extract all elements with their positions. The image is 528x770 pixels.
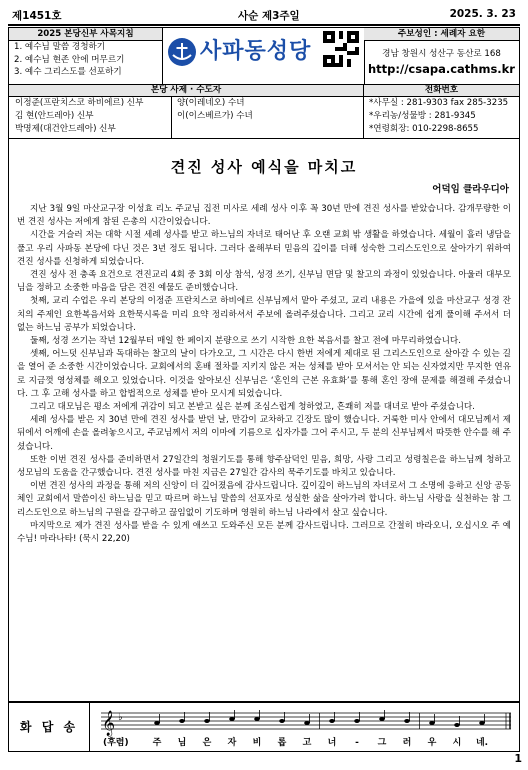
priest-name: 김 현(안드레아) 신부: [15, 111, 94, 121]
note-head: [429, 721, 435, 725]
guideline-item: 2. 예수님 현존 안에 머무르기: [14, 54, 125, 65]
parish-emblem-icon: [168, 38, 196, 66]
note-head: [204, 719, 210, 723]
article-paragraph: 시간을 거슬러 저는 대학 시절 세례 성사를 받고 하느님의 자녀로 태어난 후 오랜 교회 밖 생활을 하였습니다. 세월이 흘러 냉담을 풀고 우리 사파동 본당에 다닌 것은 3년 정도 됩니다. 그러다 올해부터 믿음의 깊이를 더해 성숙한 그리스도인으로 살아가기 위하여 견진 성사를 신청하게 되었습니다.: [17, 230, 511, 267]
sisters-list: [177, 97, 253, 123]
note-head: [404, 719, 410, 723]
qr-code-icon: [323, 31, 359, 67]
note-head: [304, 721, 310, 725]
phone-list: [369, 97, 508, 136]
patron-saint: 주보성인 : 세례자 요한: [364, 28, 519, 41]
article-body: [17, 203, 511, 546]
issue-number: 제1451호: [12, 10, 62, 22]
lyric-syllable: 주: [152, 738, 162, 748]
page-number: 1: [514, 752, 522, 765]
note-head: [454, 723, 460, 727]
top-divider: [8, 24, 520, 26]
guideline-item: 1. 예수님 말씀 경청하기: [14, 42, 106, 52]
priest-name: 이정준(프란치스코 하비에르) 신부: [15, 98, 144, 108]
note-head: [229, 717, 235, 721]
lyric-syllable: 러: [402, 738, 412, 748]
guideline-item: 3. 예수 그리스도를 선포하기: [14, 67, 122, 77]
lyric-syllable: -: [355, 738, 359, 748]
article-paragraph: 세례 성사를 받은 지 30년 만에 견진 성사를 받던 날, 만감이 교차하고 긴장도 많이 했습니다. 거룩한 미사 안에서 대모님께서 제 뒤에서 어깨에 손을 올려놓으시고, 주교님께서 저의 이마에 기름으로 십자가를 그어 주시고, 두 분의 신부님께서 따뜻한 안수를 해 주셨습니다.: [17, 415, 511, 452]
article-paragraph: 또한 이번 견진 성사를 준비하면서 27일간의 청원기도를 통해 향주삼덕인 믿음, 희망, 사랑 그리고 성령칠은을 하느님께 청하고 성모님의 도움을 간구했습니다. 견진 성사를 마친 지금은 27일간 감사의 묵주기도를 바치고 있습니다.: [17, 454, 511, 479]
lyric-syllable: 은: [202, 738, 212, 748]
article-paragraph: 견진 성사 전 충족 요건으로 견진교리 4회 중 3회 이상 참석, 성경 쓰기, 신부님 면담 및 찰고의 과정이 있었습니다. 아울러 대부모님을 정하고 소중한 마음을 담은 견진 예물도 준비했습니다.: [17, 270, 511, 294]
liturgical-sunday: 사순 제3주일: [238, 10, 300, 22]
note-head: [354, 719, 360, 723]
top-bar: [8, 8, 520, 24]
note-head: [179, 719, 185, 723]
lyric-syllable: 비: [252, 738, 262, 748]
parish-website-link[interactable]: http://csapa.cathms.kr: [368, 62, 515, 76]
responsorial-psalm: [8, 702, 520, 752]
phone-number: *사무실 : 281-9303 fax 285-3235: [369, 98, 509, 108]
psalm-label: 화 답 송: [9, 703, 90, 751]
lyric-syllable: 자: [227, 738, 237, 748]
phone-number: *연령회장: 010-2298-8655: [369, 124, 479, 134]
refrain-label: (후렴): [103, 738, 129, 748]
lyric-syllable: 네.: [475, 738, 489, 748]
sister-name: 양(이레네오) 수녀: [177, 98, 245, 108]
treble-clef-icon: 𝄞: [102, 711, 116, 736]
music-score: [101, 709, 511, 749]
note-head: [479, 721, 485, 725]
article: [8, 139, 520, 702]
article-paragraph: 지난 3월 9일 마산교구장 이성효 리노 주교님 집전 미사로 세례 성사 이후 꼭 30년 만에 견진 성사를 받았습니다. 감개무량한 이번 견진 성사는 저에게 참된 은총의 시간이었습니다.: [17, 204, 511, 228]
article-paragraph: 그리고 대모님은 평소 저에게 귀감이 되고 본받고 싶은 분께 조심스럽게 청하였고, 흔쾌히 저를 대녀로 받아 주셨습니다.: [30, 402, 475, 413]
note-head: [254, 717, 260, 721]
lyric-syllable: 그: [377, 738, 387, 748]
parish-address: 경남 창원시 성산구 동산로 168: [382, 49, 501, 59]
lyric-syllable: 너: [327, 738, 337, 748]
phone-header: 전화번호: [364, 85, 519, 97]
parish-contact: [364, 28, 519, 84]
note-head: [329, 719, 335, 723]
article-title: 견진 성사 예식을 마치고: [170, 158, 358, 176]
issue-date: 2025. 3. 23: [449, 8, 516, 20]
pastoral-guidelines: [9, 28, 163, 84]
article-paragraph: 이번 견진 성사의 과정을 통해 저의 신앙이 더 깊어졌음에 감사드립니다. 깊이깊이 하느님의 자녀로서 그 소명에 응하고 신앙 공동체인 교회에서 말씀이신 하느님을 믿고 따르며 하느님 말씀의 선포자로 성실한 삶을 살아가려 합니다. 하느님 사랑을 실천하는 참 그리스도인으로 하느님의 구원을 갈구하고 끊임없이 기도하며 영원히 하느님 나라에서 살고 싶습니다.: [17, 481, 511, 518]
article-author: 어덕임 클라우디아: [432, 184, 509, 195]
article-paragraph: 마지막으로 제가 견진 성사를 받을 수 있게 애쓰고 도와주신 모든 분께 감사드립니다. 그러므로 간절히 바라오니, 오십시오 주 예수님! 마라나타! (묵시 22,20): [17, 520, 511, 545]
article-paragraph: 셋째, 어느덧 신부님과 독대하는 찰고의 날이 다가오고, 그 시간은 다시 한번 저에게 제대로 된 그리스도인으로 살아갈 수 있는 길을 열어 준 소중한 시간이었습니다. 교회에서의 혼배 절차를 지키지 않은 저는 성체를 받아 모셔서는 안 되는 신자였지만 무지한 연유로 지금껏 영성체를 해오고 있었습니다. 이것을 알아보신 신부님은 ‘혼인의 근본 유효화’를 통해 혼인 장애 문제를 해결해 주셨습니다. 그 후 고해 성사를 하고 합법적으로 성체를 받아 모시게 되었습니다.: [17, 349, 511, 399]
staff-header: 본당 사제 · 수도자: [9, 85, 363, 97]
flat-key-signature-icon: ♭: [118, 712, 123, 723]
sister-name: 이(이스베르가) 수녀: [177, 111, 253, 121]
priest-name: 박명제(대건안드레아) 신부: [15, 124, 116, 134]
article-paragraph: 첫째, 교리 수업은 우리 본당의 이정준 프란치스코 하비에르 신부님께서 맡아 주셨고, 교리 내용은 가을에 있을 마산교구 성경 잔치의 주제인 요한복음서와 요한묵시록을 미리 요약 정리하셔서 주보에 올려주셨습니다. 그리고 교리 시간에 쉽게 풀이해 주셔서 더 없는 하느님 공부가 되었습니다.: [17, 296, 511, 333]
note-head: [379, 717, 385, 721]
lyric-syllable: 님: [177, 738, 187, 748]
lyric-syllable: 고: [302, 738, 312, 748]
lyric-syllable: 시: [452, 738, 462, 748]
note-head: [279, 719, 285, 723]
masthead: [8, 27, 520, 85]
staff-divider: [171, 97, 172, 138]
staff-lines: [101, 713, 511, 729]
lyric-syllable: 우: [427, 738, 437, 748]
staff-divider: [363, 85, 364, 138]
note-head: [154, 721, 160, 725]
phone-number: *우리농/성물방 : 281-9345: [369, 111, 476, 121]
staff-panel: [8, 85, 520, 139]
guidelines-title: 2025 본당신부 사목지침: [9, 28, 162, 41]
priests-list: [15, 97, 143, 136]
parish-name: 사파동성당: [200, 39, 312, 64]
parish-logo-block: [162, 28, 365, 84]
lyric-syllable: 롭: [277, 738, 287, 748]
article-paragraph: 둘째, 성경 쓰기는 작년 12월부터 매일 한 페이지 분량으로 쓰기 시작한 요한 복음서를 찰고 전에 마무리하였습니다.: [30, 336, 461, 347]
